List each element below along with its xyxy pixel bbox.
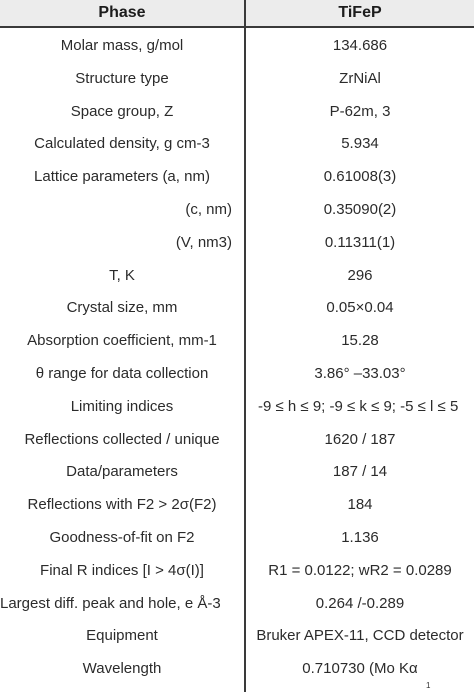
- value-final-r-indices: R1 = 0.0122; wR2 = 0.0289: [268, 561, 452, 579]
- table-header: [0, 0, 474, 28]
- param-reflections-with-f2: Reflections with F2 > 2σ(F2): [27, 496, 217, 514]
- param-reflections-collected: Reflections collected / unique: [24, 430, 220, 448]
- table-row: [0, 588, 474, 621]
- table-row: [0, 227, 474, 260]
- value-limiting-indices: -9 ≤ h ≤ 9; -9 ≤ k ≤ 9; -5 ≤ l ≤ 5: [258, 397, 459, 415]
- param-equipment: Equipment: [86, 627, 158, 645]
- param-molar-mass: Molar mass, g/mol: [60, 37, 184, 54]
- param-calculated-density: Calculated density, g cm-3: [34, 135, 210, 153]
- value-lattice-c: 0.35090(2): [323, 200, 397, 218]
- value-molar-mass: 134.686: [332, 37, 388, 54]
- param-cell-volume: (V, nm3): [175, 233, 232, 251]
- value-goodness-of-fit: 1.136: [341, 528, 379, 546]
- param-data-parameters: Data/parameters: [66, 463, 178, 481]
- value-crystal-size: 0.05×0.04: [326, 299, 394, 317]
- table-row: [0, 489, 474, 522]
- value-space-group: P-62m, 3: [329, 102, 391, 120]
- table-row: [0, 96, 474, 129]
- tifep-column-header: TiFeP: [338, 4, 382, 21]
- param-final-r-indices: Final R indices [I > 4σ(I)]: [40, 561, 204, 579]
- table-row: [0, 555, 474, 588]
- param-structure-type: Structure type: [75, 69, 169, 87]
- param-absorption: Absorption coefficient, mm-1: [27, 332, 217, 350]
- table-row: [0, 456, 474, 489]
- table-row: [0, 325, 474, 358]
- footnote-marker: 1: [426, 681, 431, 690]
- table-row: [0, 358, 474, 391]
- table-row: [0, 30, 474, 63]
- param-theta-range: θ range for data collection: [35, 364, 209, 382]
- table-row: [0, 653, 474, 686]
- param-goodness-of-fit: Goodness-of-fit on F2: [49, 528, 195, 546]
- table-row: [0, 522, 474, 555]
- param-temperature: T, K: [109, 266, 135, 284]
- table-row: [0, 161, 474, 194]
- value-temperature: 296: [347, 266, 373, 284]
- param-crystal-size: Crystal size, mm: [66, 299, 178, 317]
- param-lattice-c: (c, nm): [185, 200, 232, 218]
- value-structure-type: ZrNiAl: [339, 69, 381, 87]
- param-limiting-indices: Limiting indices: [70, 397, 174, 415]
- value-lattice-a: 0.61008(3): [323, 168, 397, 186]
- table-row: [0, 260, 474, 293]
- value-wavelength: 0.710730 (Mo Kα: [302, 660, 418, 678]
- table-row: [0, 292, 474, 325]
- value-cell-volume: 0.11311(1): [324, 233, 396, 251]
- table-body: [0, 30, 474, 686]
- value-calculated-density: 5.934: [341, 135, 379, 153]
- table-row: [0, 391, 474, 424]
- value-data-parameters: 187 / 14: [332, 463, 388, 481]
- value-largest-diff-peak: 0.264 /-0.289: [315, 594, 405, 612]
- value-theta-range: 3.86° –33.03°: [314, 364, 406, 382]
- value-absorption: 15.28: [341, 332, 379, 350]
- param-wavelength: Wavelength: [82, 660, 162, 678]
- table-row: [0, 194, 474, 227]
- table-row: [0, 620, 474, 653]
- table-row: [0, 424, 474, 457]
- param-lattice-a: Lattice parameters (a, nm): [34, 168, 210, 186]
- value-reflections-with-f2: 184: [347, 496, 373, 514]
- table-row: [0, 63, 474, 96]
- table-row: [0, 128, 474, 161]
- param-largest-diff-peak: Largest diff. peak and hole, e Å-3: [0, 594, 221, 612]
- value-equipment: Bruker APEX-11, CCD detector: [256, 627, 464, 645]
- phase-column-header: Phase: [98, 4, 146, 21]
- param-space-group: Space group, Z: [70, 102, 174, 120]
- value-reflections-collected: 1620 / 187: [324, 430, 396, 448]
